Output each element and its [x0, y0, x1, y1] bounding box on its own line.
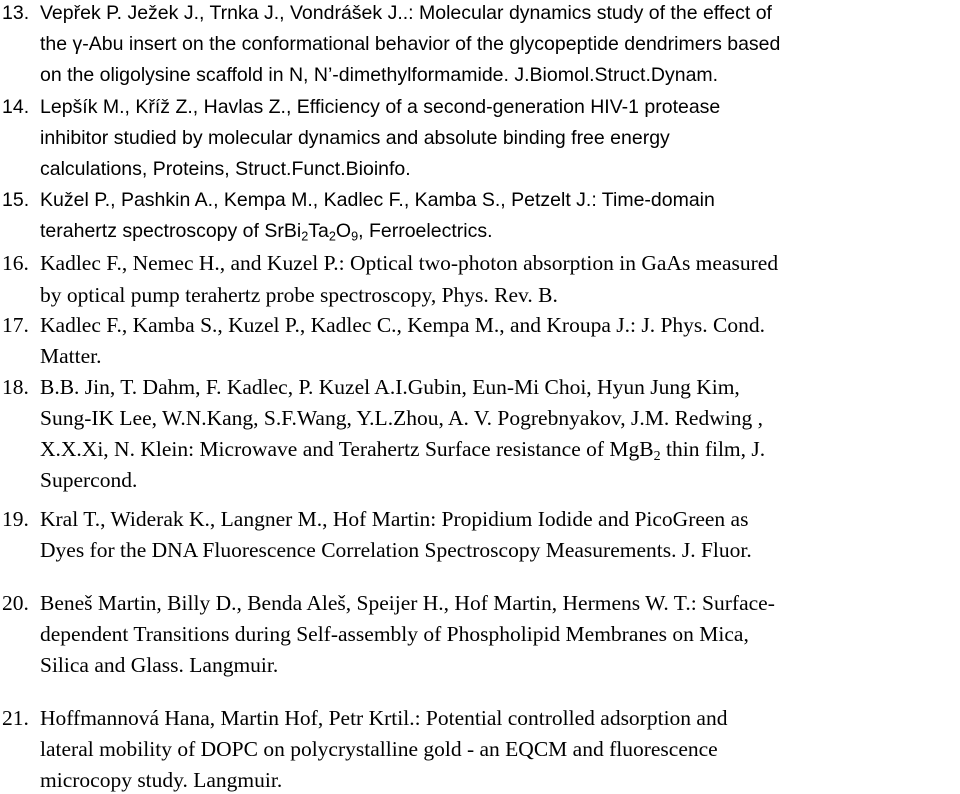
reference-text-line: [40, 468, 137, 493]
reference-text-line: [40, 33, 780, 56]
subscript: 2: [328, 229, 336, 244]
reference-text-line: [40, 283, 558, 308]
reference-text-line: [40, 406, 763, 431]
text-segment: Kadlec F., Nemec H., and Kuzel P.: Optical two-photon absorption in GaAs measured: [40, 251, 779, 275]
reference-number: 15.: [2, 189, 30, 211]
reference-number: 13.: [2, 2, 30, 24]
text-segment: Beneš Martin, Billy D., Benda Aleš, Speijer H., Hof Martin, Hermens W. T.: Surface-: [40, 591, 775, 615]
reference-text-line: [40, 96, 720, 119]
reference-text-line: [40, 189, 715, 212]
subscript: 2: [653, 448, 661, 464]
reference-text-line: [40, 375, 740, 400]
text-segment: X.X.Xi, N. Klein: Microwave and Terahertz Surface resistance of MgB: [40, 437, 654, 461]
reference-number: 21.: [2, 706, 29, 730]
text-segment: Dyes for the DNA Fluorescence Correlation Spectroscopy Measurements. J. Fluor.: [40, 538, 752, 562]
reference-number: 19.: [2, 507, 29, 531]
reference-text-line: [40, 220, 492, 243]
text-segment: Sung-IK Lee, W.N.Kang, S.F.Wang, Y.L.Zhou, A. V. Pogrebnyakov, J.M. Redwing ,: [40, 406, 763, 430]
text-segment: Kužel P., Pashkin A., Kempa M., Kadlec F., Kamba S., Petzelt J.: Time-domain: [40, 189, 715, 211]
reference-text-line: [40, 737, 718, 762]
text-segment: Hoffmannová Hana, Martin Hof, Petr Krtil.: Potential controlled adsorption and: [40, 706, 728, 730]
subscript: 9: [351, 229, 359, 244]
text-segment: microcopy study. Langmuir.: [40, 768, 283, 792]
text-segment: inhibitor studied by molecular dynamics and absolute binding free energy: [40, 127, 670, 149]
reference-text-line: [40, 344, 102, 369]
reference-number: 17.: [2, 313, 29, 337]
text-segment: calculations, Proteins, Struct.Funct.Bioinfo.: [40, 158, 411, 180]
text-segment: the γ-Abu insert on the conformational behavior of the glycopeptide dendrimers based: [40, 33, 781, 55]
text-segment: , Ferroelectrics.: [358, 220, 493, 242]
reference-text-line: [40, 653, 278, 678]
reference-text-line: [40, 622, 749, 647]
reference-text-line: [40, 507, 748, 532]
reference-number: 18.: [2, 375, 29, 399]
reference-number: 16.: [2, 251, 29, 275]
reference-text-line: [40, 2, 772, 25]
text-segment: Matter.: [40, 344, 102, 368]
reference-text-line: [40, 251, 778, 276]
text-segment: Silica and Glass. Langmuir.: [40, 653, 279, 677]
reference-text-line: [40, 538, 752, 563]
reference-text-line: [40, 158, 411, 181]
reference-text-line: [40, 127, 670, 150]
text-segment: dependent Transitions during Self-assembly of Phospholipid Membranes on Mica,: [40, 622, 749, 646]
reference-text-line: [40, 591, 775, 616]
text-segment: Kral T., Widerak K., Langner M., Hof Martin: Propidium Iodide and PicoGreen as: [40, 507, 749, 531]
text-segment: Lepšík M., Kříž Z., Havlas Z., Efficiency of a second-generation HIV-1 protease: [40, 96, 721, 118]
text-segment: Supercond.: [40, 468, 138, 492]
text-segment: Kadlec F., Kamba S., Kuzel P., Kadlec C., Kempa M., and Kroupa J.: J. Phys. Cond.: [40, 313, 766, 337]
text-segment: on the oligolysine scaffold in N, N’-dimethylformamide. J.Biomol.Struct.Dynam.: [40, 64, 719, 86]
text-segment: Vepřek P. Ježek J., Trnka J., Vondrášek J..: Molecular dynamics study of the effect of: [40, 2, 772, 24]
reference-number: 20.: [2, 591, 29, 615]
reference-text-line: [40, 768, 282, 793]
subscript: 2: [301, 229, 309, 244]
text-segment: thin film, J.: [660, 437, 766, 461]
text-segment: Ta: [308, 220, 329, 242]
text-segment: terahertz spectroscopy of SrBi: [40, 220, 302, 242]
text-segment: B.B. Jin, T. Dahm, F. Kadlec, P. Kuzel A.I.Gubin, Eun-Mi Choi, Hyun Jung Kim,: [40, 375, 740, 399]
text-segment: by optical pump terahertz probe spectroscopy, Phys. Rev. B.: [40, 283, 558, 307]
text-segment: O: [335, 220, 352, 242]
reference-text-line: [40, 706, 727, 731]
text-segment: lateral mobility of DOPC on polycrystalline gold - an EQCM and fluorescence: [40, 737, 718, 761]
reference-text-line: [40, 437, 765, 462]
reference-text-line: [40, 64, 718, 87]
reference-text-line: [40, 313, 765, 338]
reference-number: 14.: [2, 96, 30, 118]
